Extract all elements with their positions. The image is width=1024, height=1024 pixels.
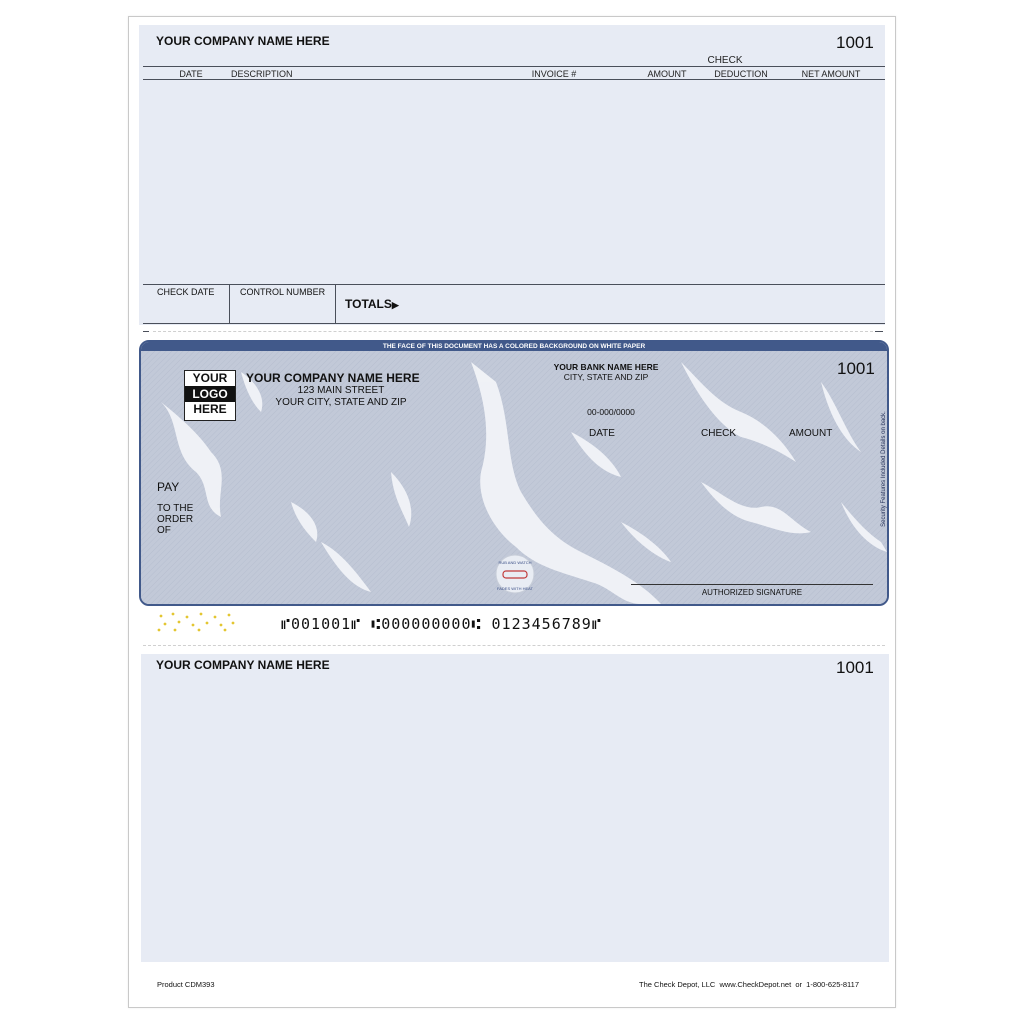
check-face xyxy=(139,340,889,606)
column-description: DESCRIPTION xyxy=(231,69,293,79)
bank-city: CITY, STATE AND ZIP xyxy=(563,372,649,382)
check-address-line2: YOUR CITY, STATE AND ZIP xyxy=(275,397,407,408)
check-address-line1: 123 MAIN STREET xyxy=(297,385,385,396)
check-date-label: CHECK DATE xyxy=(157,287,215,297)
signature-label: AUTHORIZED SIGNATURE xyxy=(701,588,803,597)
background-notice-banner: THE FACE OF THIS DOCUMENT HAS A COLORED BACKGROUND ON WHITE PAPER xyxy=(382,343,646,350)
control-number-label: CONTROL NUMBER xyxy=(240,287,326,297)
column-net-amount: NET AMOUNT xyxy=(801,69,861,79)
top-stub-company: YOUR COMPANY NAME HERE xyxy=(156,34,330,48)
order-line-2: ORDER xyxy=(157,514,194,525)
seal-top-text: RUB AND WATCH xyxy=(498,560,532,565)
signature-line xyxy=(631,584,873,585)
bottom-stub-company: YOUR COMPANY NAME HERE xyxy=(156,658,330,672)
date-label: DATE xyxy=(589,428,615,439)
column-amount: AMOUNT xyxy=(647,69,687,79)
fraction-code: 00-000/0000 xyxy=(587,407,635,417)
vendor-info: The Check Depot, LLC www.CheckDepot.net or 1-800-625-8117 xyxy=(639,980,859,989)
check-label: CHECK xyxy=(701,428,737,439)
triangle-right-icon: ▶ xyxy=(391,300,399,310)
order-line-3: OF xyxy=(157,525,171,536)
security-stars-icon xyxy=(155,611,237,633)
logo-line-2: LOGO xyxy=(185,386,235,402)
order-line-1: TO THE xyxy=(157,503,194,514)
top-stub-check-number: 1001 xyxy=(836,33,874,52)
seal-bottom-text: FADES WITH HEAT xyxy=(497,586,533,591)
check-sheet xyxy=(128,16,896,1008)
bottom-stub-check-number: 1001 xyxy=(836,658,874,677)
column-check-deduction-line1: CHECK xyxy=(707,55,743,66)
security-side-text: Security Features Included Details on back. xyxy=(881,411,887,527)
perforation-line xyxy=(153,331,873,332)
column-invoice: INVOICE # xyxy=(531,69,577,79)
logo-line-3: HERE xyxy=(193,402,227,416)
bottom-stub xyxy=(141,654,889,962)
totals-label: TOTALS▶ xyxy=(345,297,399,311)
pay-label: PAY xyxy=(157,480,180,494)
lower-perforation-line xyxy=(143,645,885,646)
micr-line: ⑈001001⑈ ⑆000000000⑆ 0123456789⑈ xyxy=(281,615,602,633)
bank-name: YOUR BANK NAME HERE xyxy=(553,362,659,372)
column-date: DATE xyxy=(179,69,203,79)
amount-label: AMOUNT xyxy=(789,428,833,439)
logo-placeholder xyxy=(184,370,236,421)
product-code: Product CDM393 xyxy=(157,980,215,989)
logo-line-1: YOUR xyxy=(192,371,228,385)
check-company-name: YOUR COMPANY NAME HERE xyxy=(246,371,420,385)
check-number: 1001 xyxy=(837,359,875,378)
column-check-deduction-line2: DEDUCTION xyxy=(714,69,768,79)
